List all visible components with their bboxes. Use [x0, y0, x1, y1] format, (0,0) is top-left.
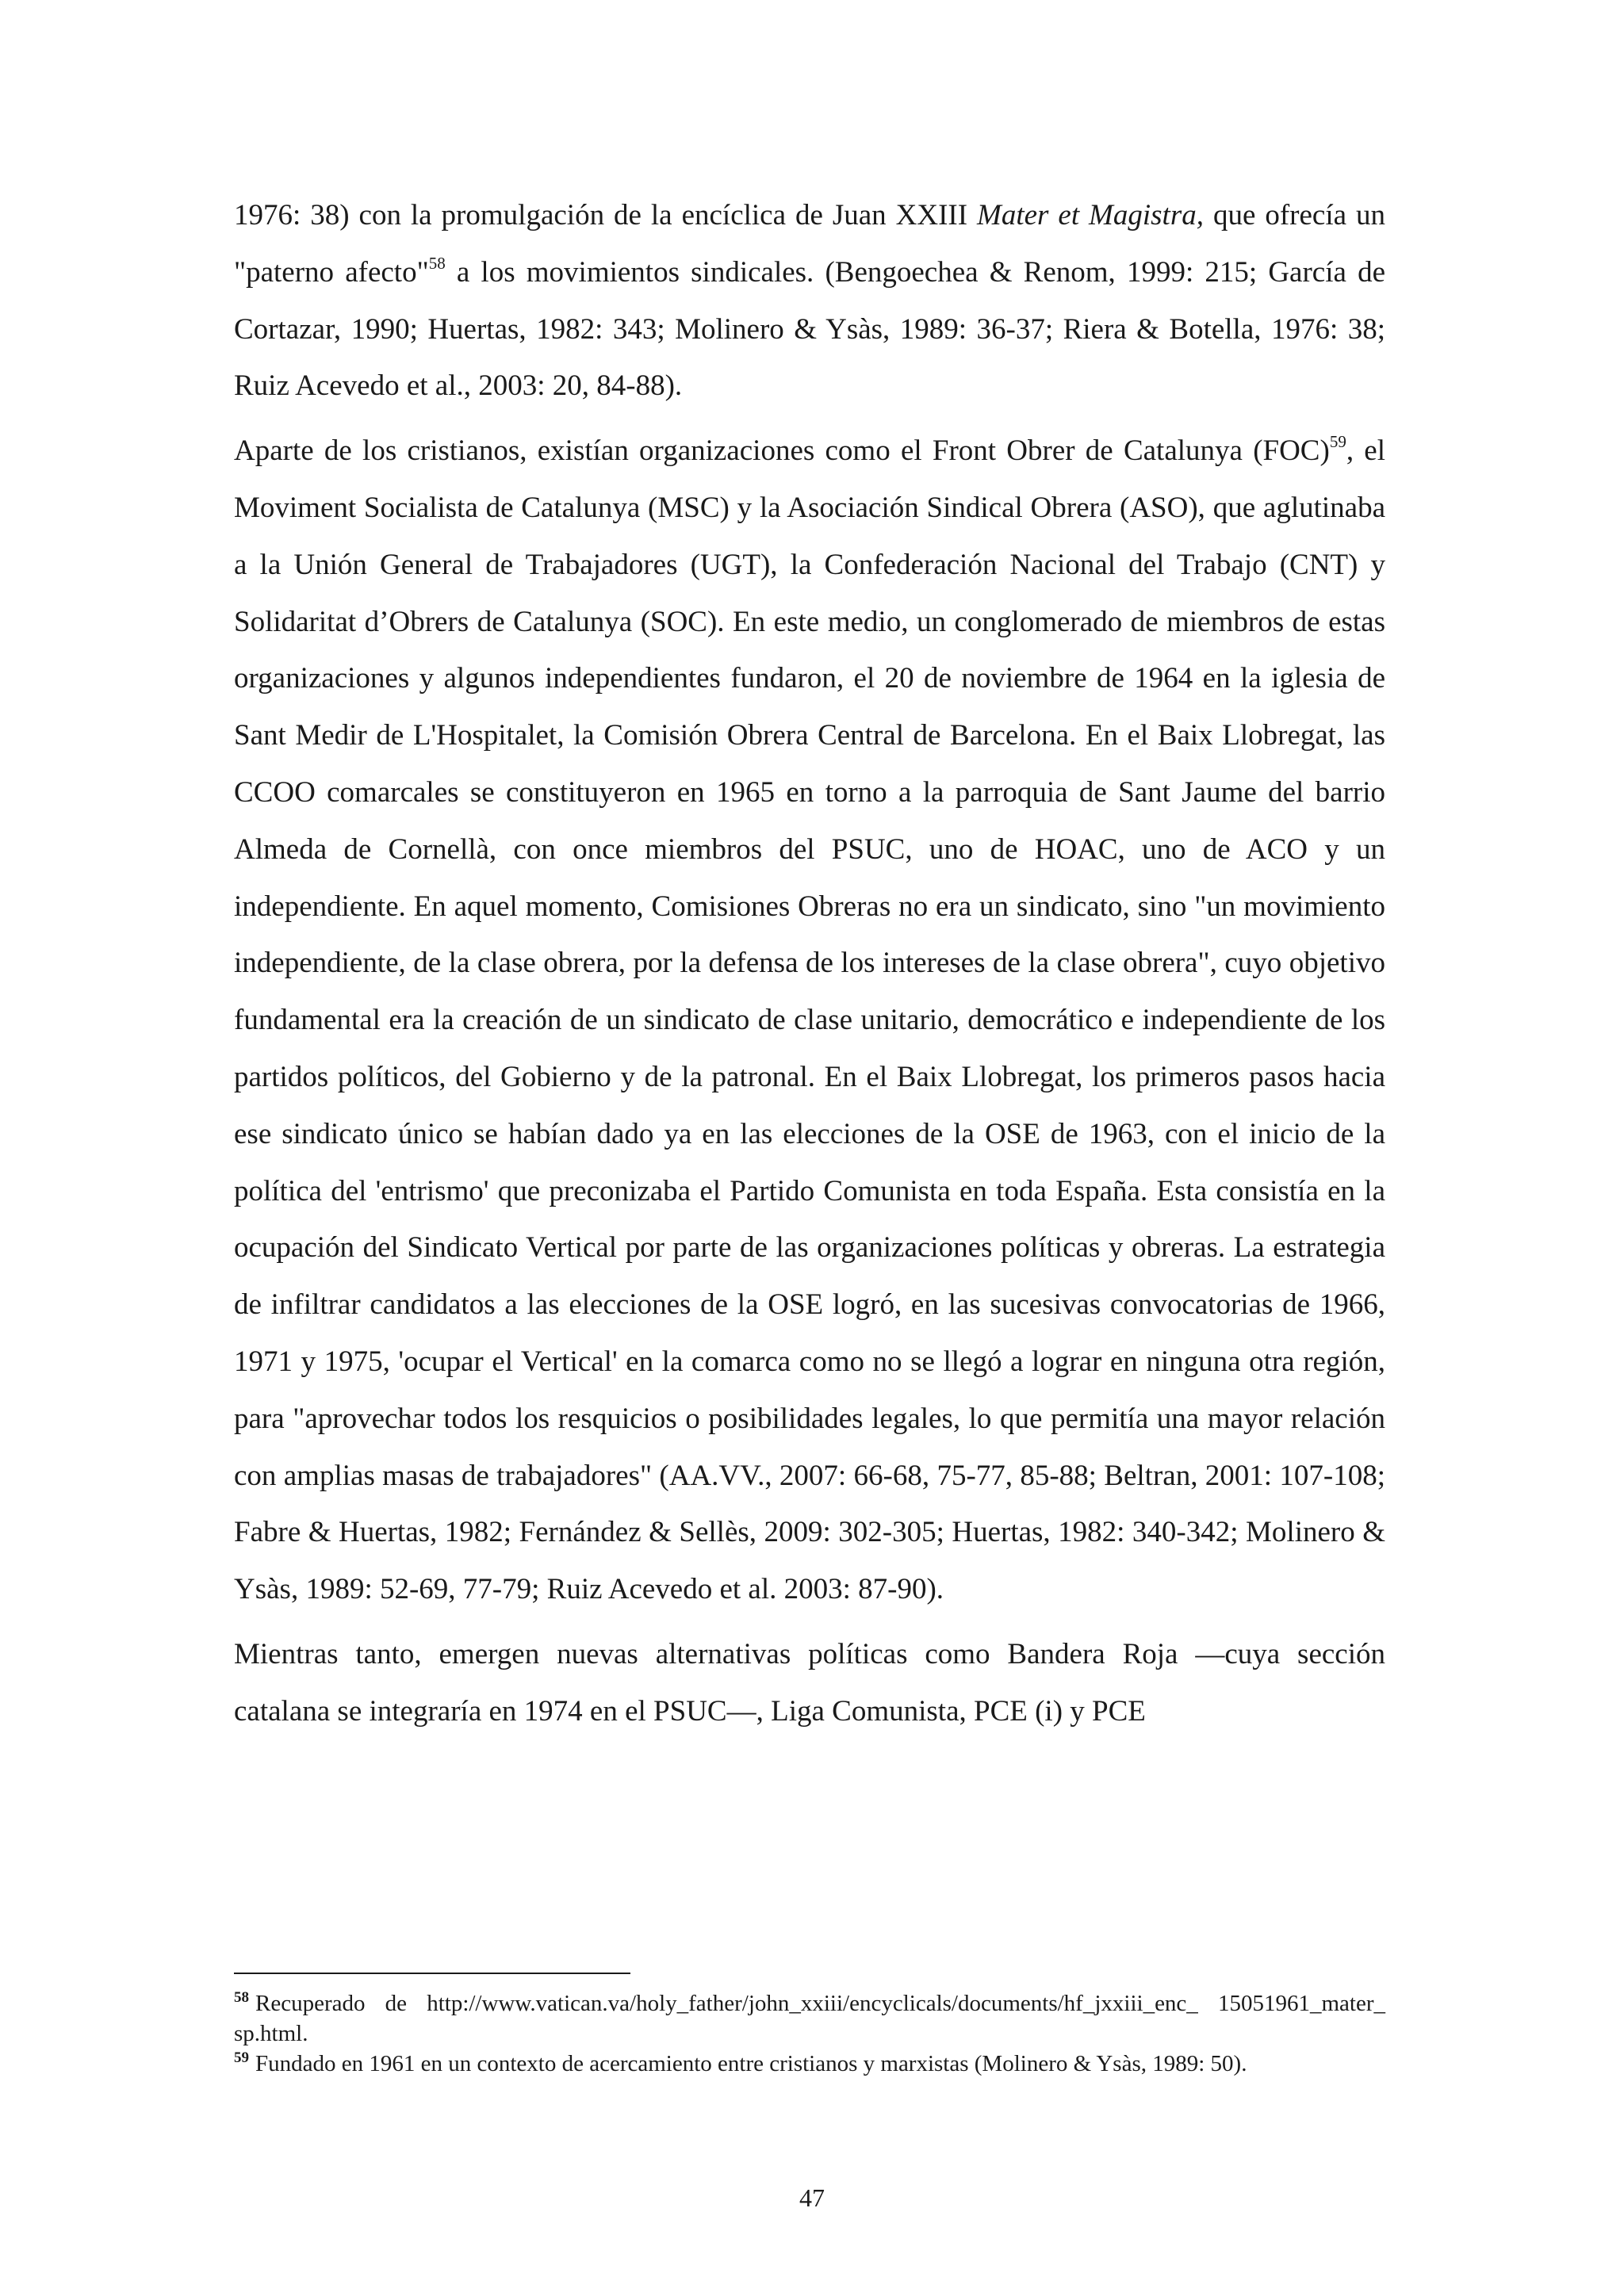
footnote-text: Recuperado de http://www.vatican.va/holy_father/john_xxiii/encyclicals/documents/hf_jxxiii_enc_ 15051961_mater_ sp.html. [234, 1991, 1385, 2046]
footnote-text: Fundado en 1961 en un contexto de acercamiento entre cristianos y marxistas (Molinero & Ysàs, 1989: 50). [255, 2051, 1247, 2076]
text-run: Aparte de los cristianos, existían organizaciones como el Front Obrer de Catalunya (FOC) [234, 434, 1330, 468]
page-number: 47 [799, 2183, 825, 2212]
paragraph [234, 187, 1385, 415]
footnotes [234, 1988, 1385, 2079]
italic-title: Mater et Magistra, [977, 199, 1204, 232]
text-run: que ofrecía un "paterno afecto" [234, 199, 1385, 289]
text-run: 1976: 38) con la promulgación de la encíclica de Juan XXIII [234, 199, 978, 232]
footnote-59 [234, 2049, 1385, 2079]
body-text [234, 187, 1385, 1748]
footnote-separator [234, 1973, 630, 1974]
footnote-ref: 58 [428, 253, 446, 273]
footnote-marker: 59 [234, 2049, 249, 2066]
footnote-58 [234, 1988, 1385, 2049]
paragraph [234, 1626, 1385, 1740]
text-run: a los movimientos sindicales. (Bengoechea & Renom, 1999: 215; García de Cortazar, 1990; Huertas, 1982: 343; Molinero & Ysàs, 1989: 36-37; Riera & Botella, 1976: 38; Ruiz Acevedo et al., 2003: 20, 84-88). [234, 255, 1385, 403]
text-run: , el Moviment Socialista de Catalunya (MSC) y la Asociación Sindical Obrera (ASO), que aglutinaba a la Unión General de Trabajadores (UGT), la Confederación Nacional del Trabajo (CNT) y Solidaritat d’Obrers de Catalunya (SOC). En este medio, un conglomerado de miembros de estas organizaciones y algunos independientes fundaron, el 20 de noviembre de 1964 en la iglesia de Sant Medir de L'Hospitalet, la Comisión Obrera Central de Barcelona. En el Baix Llobregat, las CCOO comarcales se constituyeron en 1965 en torno a la parroquia de Sant Jaume del barrio Almeda de Cornellà, con once miembros del PSUC, uno de HOAC, uno de ACO y un independiente. En aquel momento, Comisiones Obreras no era un sindicato, sino "un movimiento independiente, de la clase obrera, por la defensa de los intereses de la clase obrera", cuyo objetivo fundamental era la creación de un sindicato de clase unitario, democrático e independiente de los partidos políticos, del Gobierno y de la patronal. En el Baix Llobregat, los primeros pasos hacia ese sindicato único se habían dado ya en las elecciones de la OSE de 1963, con el inicio de la política del 'entrismo' que preconizaba el Partido Comunista en toda España. Esta consistía en la ocupación del Sindicato Vertical por parte de las organizaciones políticas y obreras. La estrategia de infiltrar candidatos a las elecciones de la OSE logró, en las sucesivas convocatorias de 1966, 1971 y 1975, 'ocupar el Vertical' en la comarca como no se llegó a lograr en ninguna otra región, para "aprovechar todos los resquicios o posibilidades legales, lo que permitía una mayor relación con amplias masas de trabajadores" (AA.VV., 2007: 66-68, 75-77, 85-88; Beltran, 2001: 107-108; Fabre & Huertas, 1982; Fernández & Sellès, 2009: 302-305; Huertas, 1982: 340-342; Molinero & Ysàs, 1989: 52-69, 77-79; Ruiz Acevedo et al. 2003: 87-90). [234, 434, 1385, 1606]
footnote-ref: 59 [1329, 432, 1346, 452]
footnote-marker: 58 [234, 1989, 249, 2006]
text-run: Mientras tanto, emergen nuevas alternativas políticas como Bandera Roja —cuya sección catalana se integraría en 1974 en el PSUC—, Liga Comunista, PCE (i) y PCE [234, 1637, 1385, 1728]
paragraph [234, 423, 1385, 1618]
